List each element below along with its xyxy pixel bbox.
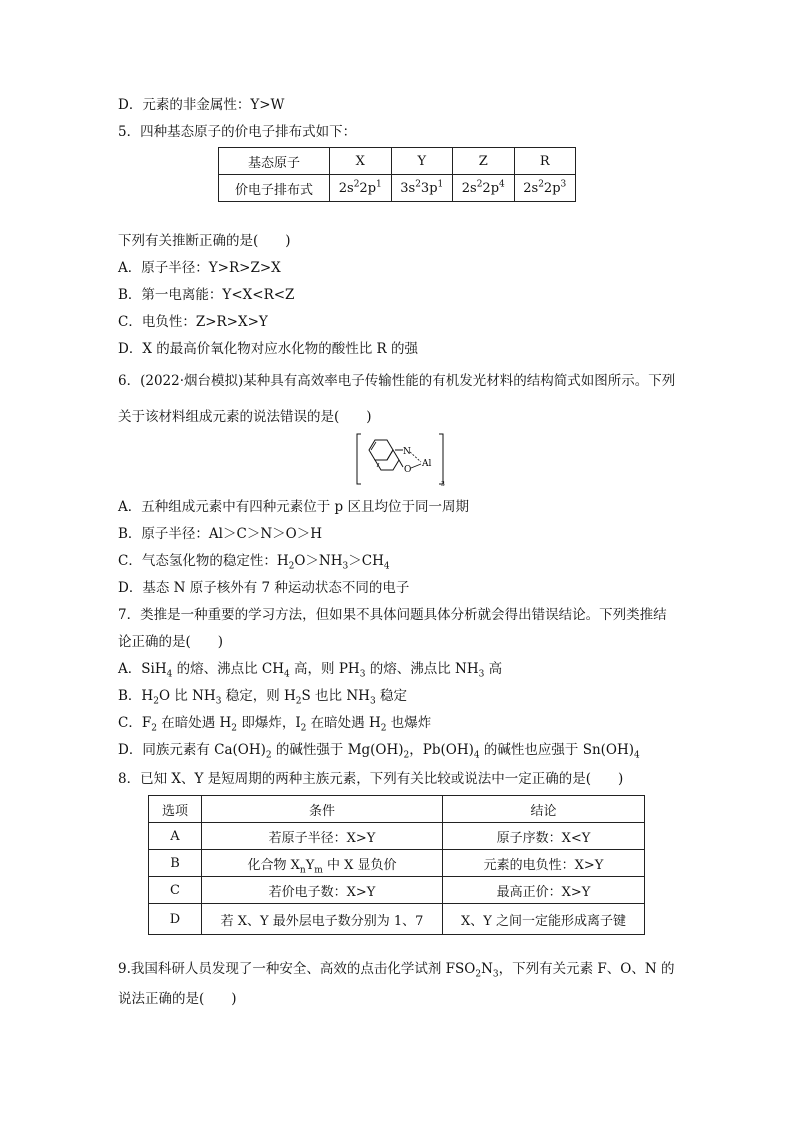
table-cell: B <box>149 850 202 877</box>
table-cell: 最高正价：X>Y <box>443 877 645 904</box>
option-d-q6: D．基态 N 原子核外有 7 种运动状态不同的电子 <box>118 580 410 596</box>
table-cell: C <box>149 877 202 904</box>
atom-label-n: N <box>403 447 411 457</box>
option-d-q7: D．同族元素有 $Ca(OH)_2$ 的碱性强于 $Mg(OH)_2$，$Pb(OH)_4$ 的碱性也应强于 $Sn(OH)_4$ <box>118 742 640 761</box>
table-row <box>149 850 645 877</box>
table-q8 <box>148 795 645 935</box>
table-cell: Z <box>453 148 515 175</box>
table-cell: $3s^23p^1$ <box>391 175 453 202</box>
table-cell: X <box>330 148 392 175</box>
table-cell: X、Y 之间一定能形成离子键 <box>443 904 645 935</box>
table-cell: 化合物 $X_nY_m$ 中 X 显负价 <box>202 850 443 877</box>
question-9-text-cont: ，下列有关元素 F、O、N 的 <box>498 961 675 977</box>
option-c-q7: C．$F_2$ 在暗处遇 $H_2$ 即爆炸，$I_2$ 在暗处遇 $H_2$ 也爆炸 <box>118 715 432 734</box>
option-a-q7: A．SiH$_4$ 的熔、沸点比 $CH_4$ 高，则 $PH_3$ 的熔、沸点比 $NH_3$ 高 <box>118 661 503 680</box>
question-9-stem: 9.我国科研人员发现了一种安全、高效的点击化学试剂 $FSO_2N_3$，下列有关元素 F、O、N 的 <box>118 961 675 980</box>
table-cell: A <box>149 823 202 850</box>
question-6-stem-cont: 关于该材料组成元素的说法错误的是( ) <box>118 409 372 425</box>
table-cell: 结论 <box>443 796 645 823</box>
table-row <box>149 823 645 850</box>
table-row <box>149 904 645 935</box>
atom-label-al: Al <box>422 459 432 469</box>
table-cell: 原子序数：X<Y <box>443 823 645 850</box>
table-cell: 元素的电负性：X>Y <box>443 850 645 877</box>
option-a-q5: A．原子半径：Y>R>Z>X <box>118 260 281 276</box>
question-8-stem: 8．已知 X、Y 是短周期的两种主族元素，下列有关比较或说法中一定正确的是( ) <box>118 771 624 787</box>
table-cell: 选项 <box>149 796 202 823</box>
option-c-q5: C．电负性：Z>R>X>Y <box>118 314 268 330</box>
question-6-stem: 6．(2022·烟台模拟)某种具有高效率电子传输性能的有机发光材料的结构简式如图所示。下列 <box>118 373 676 389</box>
option-c-q6: C．气态氢化物的稳定性：$H_2O>NH_3>CH_4$ <box>118 553 390 572</box>
option-d-q5: D．X 的最高价氧化物对应水化物的酸性比 R 的强 <box>118 341 418 357</box>
question-9-stem-cont: 说法正确的是( ) <box>118 991 237 1007</box>
table-cell: R <box>514 148 576 175</box>
subscript-3: 3 <box>441 481 445 486</box>
table-cell: 条件 <box>202 796 443 823</box>
table-q5 <box>218 147 576 202</box>
table-cell: D <box>149 904 202 935</box>
atom-label-o: O <box>404 465 412 475</box>
table-cell: 基态原子 <box>219 148 330 175</box>
table-cell: Y <box>391 148 453 175</box>
question-7-stem: 7．类推是一种重要的学习方法，但如果不具体问题具体分析就会得出错误结论。下列类推结 <box>118 607 667 623</box>
question-5-stem: 5．四种基态原子的价电子排布式如下： <box>118 124 357 140</box>
question-7-stem-cont: 论正确的是( ) <box>118 634 224 650</box>
table-row <box>149 796 645 823</box>
table-row <box>219 175 576 202</box>
table-row <box>149 877 645 904</box>
table-cell: 若 X、Y 最外层电子数分别为 1、7 <box>202 904 443 935</box>
table-cell: $2s^22p^3$ <box>514 175 576 202</box>
table-row <box>219 148 576 175</box>
table-cell: 若原子半径：X>Y <box>202 823 443 850</box>
table-cell: 若价电子数：X>Y <box>202 877 443 904</box>
question-9-text: 9.我国科研人员发现了一种安全、高效的点击化学试剂 FSO <box>118 961 476 977</box>
option-b-q7: B．$H_2O$ 比 $NH_3$ 稳定，则 $H_2S$ 也比 $NH_3$ 稳定 <box>118 688 407 707</box>
option-a-q6: A．五种组成元素中有四种元素位于 p 区且均位于同一周期 <box>118 499 469 515</box>
option-b-q5: B．第一电离能：Y<X<R<Z <box>118 287 295 303</box>
option-b-q6: B．原子半径：Al＞C＞N＞O＞H <box>118 526 322 542</box>
option-d-q4: D．元素的非金属性：Y>W <box>118 97 285 113</box>
table-cell: 价电子排布式 <box>219 175 330 202</box>
option-c-q6-text: C．气态氢化物的稳定性：H <box>118 553 289 569</box>
question-5-prompt: 下列有关推断正确的是( ) <box>118 233 291 249</box>
table-cell: $2s^22p^4$ <box>453 175 515 202</box>
table-cell: $2s^22p^1$ <box>330 175 392 202</box>
structure-diagram <box>355 432 445 486</box>
